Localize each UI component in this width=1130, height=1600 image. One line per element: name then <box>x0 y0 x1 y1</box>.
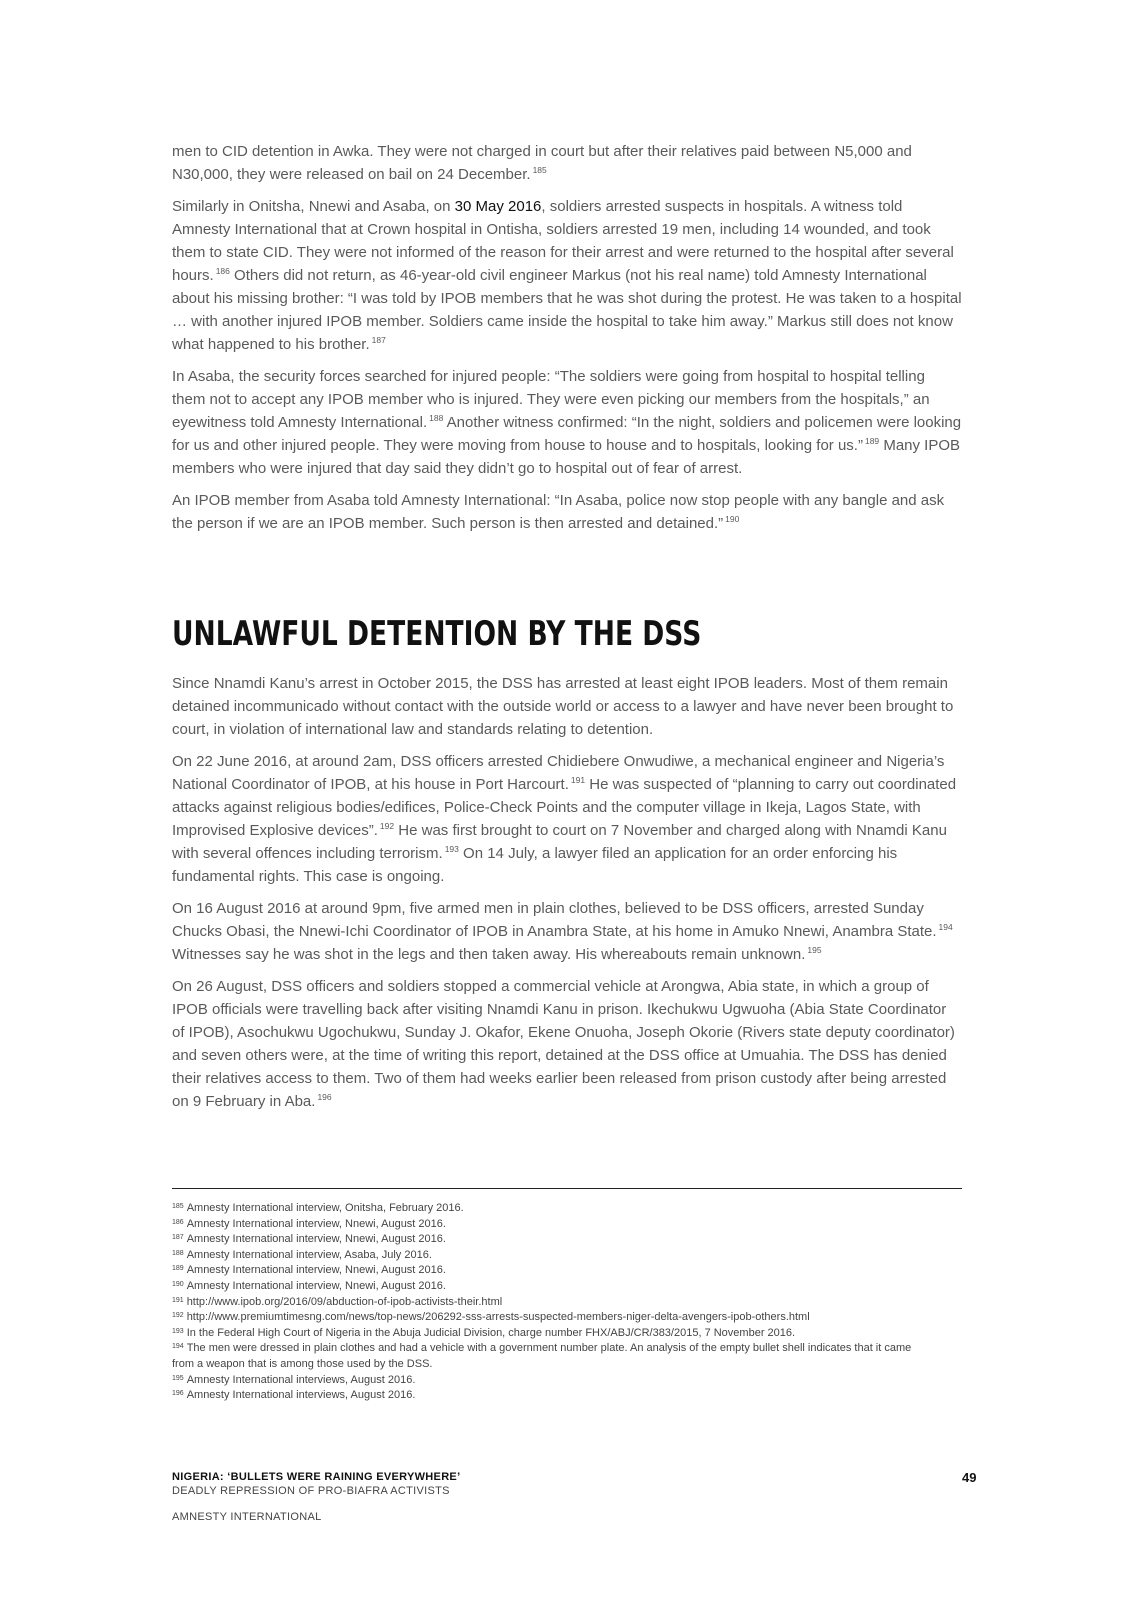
footnote: $^{195}$ Amnesty International interviews, August 2016. <box>172 1373 416 1386</box>
text-run: Many IPOB members who were injured that day said they didn’t go to hospital out of fear of arrest. <box>172 437 961 477</box>
footnote: $^{190}$ Amnesty International interview, Nnewi, August 2016. <box>172 1279 446 1292</box>
footnote-link[interactable]: $^{191}$ http://www.ipob.org/2016/09/abduction-of-ipob-activists-their.html <box>172 1295 503 1308</box>
paragraph <box>172 897 962 966</box>
footnote: $^{193}$ In the Federal High Court of Nigeria in the Abuja Judicial Division, charge number FHX/ABJ/CR/383/2015, 7 November 2016. <box>172 1326 796 1339</box>
text-run: On 22 June 2016, at around 2am, DSS officers arrested Chidiebere Onwudiwe, a mechanical engineer and Nigeria’s National Coordinator of IPOB, at his house in Port Harcourt. <box>172 753 945 793</box>
footnote-reference: 188 <box>429 413 444 423</box>
text-run: On 14 July, a lawyer filed an application for an order enforcing his fundamental rights. This case is ongoing. <box>172 845 898 885</box>
footnote-reference: 192 <box>379 821 395 831</box>
text-run: Witnesses say he was shot in the legs and then taken away. His whereabouts remain unknown. <box>172 946 806 963</box>
text-run: On 26 August, DSS officers and soldiers stopped a commercial vehicle at Arongwa, Abia state, in which a group of IPOB officials were travelling back after visiting Nnamdi Kanu in prison. Ikechukwu Ugwuoha (Abia State Coordinator of IPOB), Asochukwu Ugochukwu, Sunday J. Okafor, Ekene Onuoha, Joseph Okorie (Rivers state deputy coordinator) and seven others were, at the time of writing this report, detained at the DSS office at Umuahia. The DSS has denied their relatives access to them. Two of them had weeks earlier been released from prison custody after being arrested on 9 February in Aba. <box>172 978 955 1110</box>
text-run: On 16 August 2016 at around 9pm, five armed men in plain clothes, believed to be DSS officers, arrested Sunday Chucks Obasi, the Nnewi-Ichi Coordinator of IPOB in Anambra State, at his home in Amuko Nnewi, Anambra State. <box>172 900 937 940</box>
paragraph <box>172 140 962 186</box>
text-run: In Asaba, the security forces searched for injured people: “The soldiers were going from hospital to hospital telling them not to accept any IPOB member who is injured. They were even picking our members from the hospitals,” an eyewitness told Amnesty International. <box>172 368 930 431</box>
text-run: Others did not return, as 46-year-old civil engineer Markus (not his real name) told Amnesty International about his missing brother: “I was told by IPOB members that he was shot during the protest. He was taken to a hospital … with another injured IPOB member. Soldiers came inside the hospital to take him away.” Markus still does not know what happened to his brother. <box>172 267 962 353</box>
footnote-reference: 190 <box>725 514 740 524</box>
footnote: $^{185}$ Amnesty International interview, Onitsha, February 2016. <box>172 1202 464 1214</box>
footnote-reference: 185 <box>532 165 547 175</box>
text-run: Similarly in Onitsha, Nnewi and Asaba, on <box>172 198 455 215</box>
paragraph <box>172 975 962 1113</box>
footnote-reference: 186 <box>215 266 230 276</box>
paragraph <box>172 195 962 356</box>
text-run: An IPOB member from Asaba told Amnesty International: “In Asaba, police now stop people with any bangle and ask the person if we are an IPOB member. Such person is then arrested and detained.” <box>172 492 945 532</box>
paragraph <box>172 489 962 535</box>
footnote-reference: 189 <box>864 436 880 446</box>
footnote: $^{194}$ The men were dressed in plain clothes and had a vehicle with a government number plate. An analysis of the empty bullet shell indicates that it came from a weapon that is among those used by the DSS. <box>172 1342 912 1370</box>
text-run: Since Nnamdi Kanu’s arrest in October 2015, the DSS has arrested at least eight IPOB leaders. Most of them remain detained incommunicado without contact with the outside world or access to a lawyer and have never been brought to court, in violation of international law and standards relating to detention. <box>172 675 954 738</box>
text-run: He was first brought to court on 7 November and charged along with Nnamdi Kanu with several offences including terrorism. <box>172 822 947 862</box>
body-text-top <box>172 140 962 544</box>
footnote-reference: 193 <box>444 844 459 854</box>
footnote-divider <box>172 1188 962 1189</box>
page-number: 49 <box>962 1470 977 1485</box>
text-run: Another witness confirmed: “In the night, soldiers and policemen were looking for us and other injured people. They were moving from house to house and to hospitals, looking for us.” <box>172 414 962 454</box>
emphasized-date: 30 May 2016 <box>454 198 542 215</box>
report-title: NIGERIA: ‘BULLETS WERE RAINING EVERYWHERE’ <box>172 1471 461 1483</box>
footnote: $^{186}$ Amnesty International interview, Nnewi, August 2016. <box>172 1217 446 1230</box>
text-run: He was suspected of “planning to carry out coordinated attacks against religious bodies/edifices, Police-Check Points and the computer village in Ikeja, Lagos State, with Improvised Explosive devices”. <box>172 776 957 839</box>
footnote: $^{189}$ Amnesty International interview, Nnewi, August 2016. <box>172 1264 446 1277</box>
footnote-reference: 196 <box>317 1092 332 1102</box>
footnote: $^{196}$ Amnesty International interviews, August 2016. <box>172 1389 416 1402</box>
footnote: $^{188}$ Amnesty International interview, Asaba, July 2016. <box>172 1248 432 1261</box>
paragraph <box>172 672 962 741</box>
footnote-reference: 194 <box>938 922 953 932</box>
page-footer <box>172 1470 972 1524</box>
body-text-bottom <box>172 672 962 1122</box>
footnote-reference: 195 <box>807 945 822 955</box>
footnote-reference: 187 <box>371 335 386 345</box>
text-run: men to CID detention in Awka. They were not charged in court but after their relatives paid between N5,000 and N30,000, they were released on bail on 24 December. <box>172 143 912 183</box>
footnote-reference: 191 <box>570 775 586 785</box>
footnote: $^{187}$ Amnesty International interview, Nnewi, August 2016. <box>172 1233 446 1246</box>
text-run: , soldiers arrested suspects in hospitals. A witness told Amnesty International that at Crown hospital in Ontisha, soldiers arrested 19 men, including 14 wounded, and took them to state CID. They were not informed of the reason for their arrest and were returned to the hospital after several hours. <box>172 198 954 284</box>
report-subtitle: DEADLY REPRESSION OF PRO-BIAFRA ACTIVISTS <box>172 1485 450 1497</box>
organization-name: AMNESTY INTERNATIONAL <box>172 1511 322 1523</box>
paragraph <box>172 750 962 888</box>
footnotes <box>172 1201 932 1404</box>
paragraph <box>172 365 962 480</box>
footnote-link[interactable]: $^{192}$ http://www.premiumtimesng.com/news/top-news/206292-sss-arrests-suspected-members-niger-delta-avengers-ipob-others.html <box>172 1311 810 1324</box>
section-heading: UNLAWFUL DETENTION BY THE DSS <box>172 614 702 654</box>
